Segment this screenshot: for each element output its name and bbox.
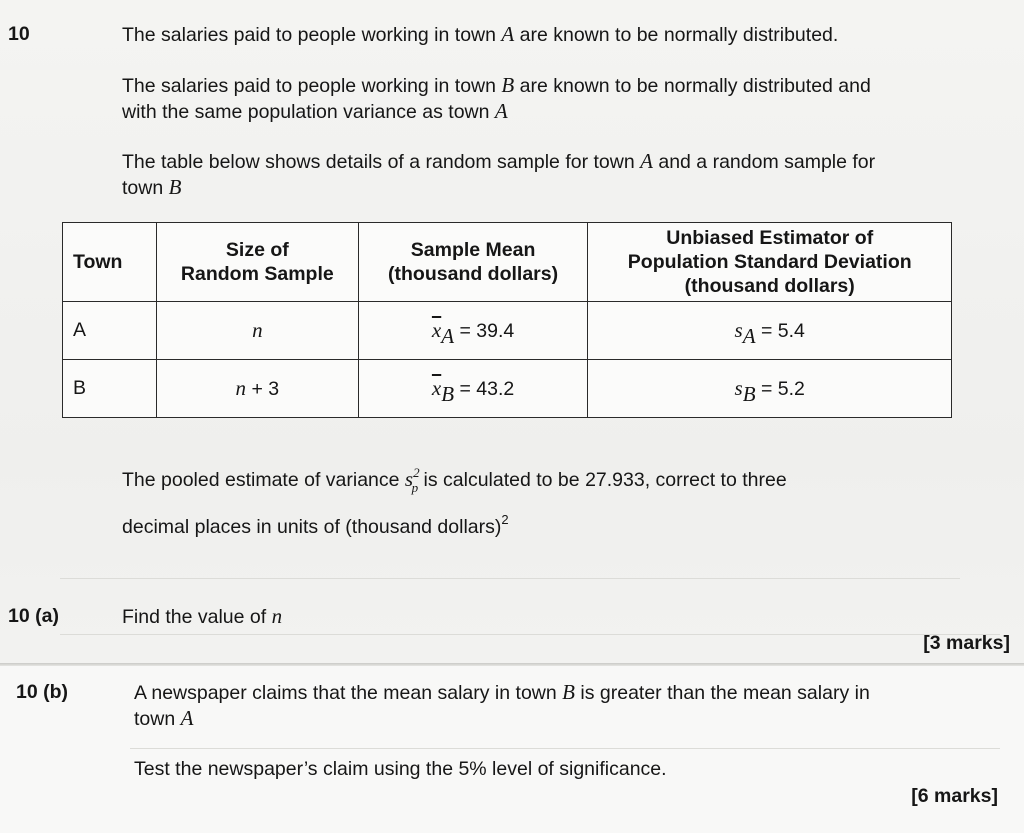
part-b-line-1: A newspaper claims that the mean salary in town B is greater than the mean salary in xyxy=(134,680,870,704)
pooled-line-2: decimal places in units of (thousand dollars)$^2$ xyxy=(122,512,509,538)
part-b-line-3: Test the newspaper’s claim using the 5% level of significance. xyxy=(134,758,667,780)
header-town: Town xyxy=(63,223,157,302)
part-b-line-2: town A xyxy=(134,706,194,730)
intro-line-5: town B xyxy=(122,175,182,199)
table-row-town-a xyxy=(63,302,952,360)
answer-rule xyxy=(60,578,960,579)
header-sample-size: Size of Random Sample xyxy=(156,223,358,302)
cell-sample-size: n + 3 xyxy=(156,360,358,418)
intro-line-3: with the same population variance as town A xyxy=(122,99,508,123)
cell-town: A xyxy=(63,302,157,360)
question-number: 10 xyxy=(8,23,30,45)
part-b-marks: [6 marks] xyxy=(911,785,998,807)
part-a-text: Find the value of n xyxy=(122,604,283,628)
intro-line-1: The salaries paid to people working in town A are known to be normally distributed. xyxy=(122,22,839,46)
intro-line-2: The salaries paid to people working in town B are known to be normally distributed and xyxy=(122,73,871,97)
cell-std-deviation: sB = 5.2 xyxy=(588,360,952,418)
part-a-marks: [3 marks] xyxy=(923,632,1010,654)
cell-sample-mean: $\overline{x}B = 43.2$ xyxy=(358,360,588,418)
answer-rule xyxy=(60,634,1000,635)
sample-table xyxy=(62,222,952,418)
part-a-label: 10 (a) xyxy=(8,605,59,627)
pooled-line-1: The pooled estimate of variance $s^2_p$ is calculated to be 27.933, correct to three xyxy=(122,465,787,495)
intro-line-4: The table below shows details of a random sample for town A and a random sample for xyxy=(122,149,876,173)
part-b-label: 10 (b) xyxy=(16,681,69,703)
header-sample-mean: Sample Mean (thousand dollars) xyxy=(358,223,588,302)
cell-town: B xyxy=(63,360,157,418)
cell-std-deviation: sA = 5.4 xyxy=(588,302,952,360)
cell-sample-size: n xyxy=(156,302,358,360)
header-std-deviation: Unbiased Estimator of Population Standard Deviation (thousand dollars) xyxy=(588,223,952,302)
answer-rule xyxy=(130,748,1000,749)
table-row-town-b xyxy=(63,360,952,418)
sheet-edge xyxy=(0,663,1024,666)
table-header-row xyxy=(63,223,952,302)
cell-sample-mean: $\overline{x}A = 39.4$ xyxy=(358,302,588,360)
